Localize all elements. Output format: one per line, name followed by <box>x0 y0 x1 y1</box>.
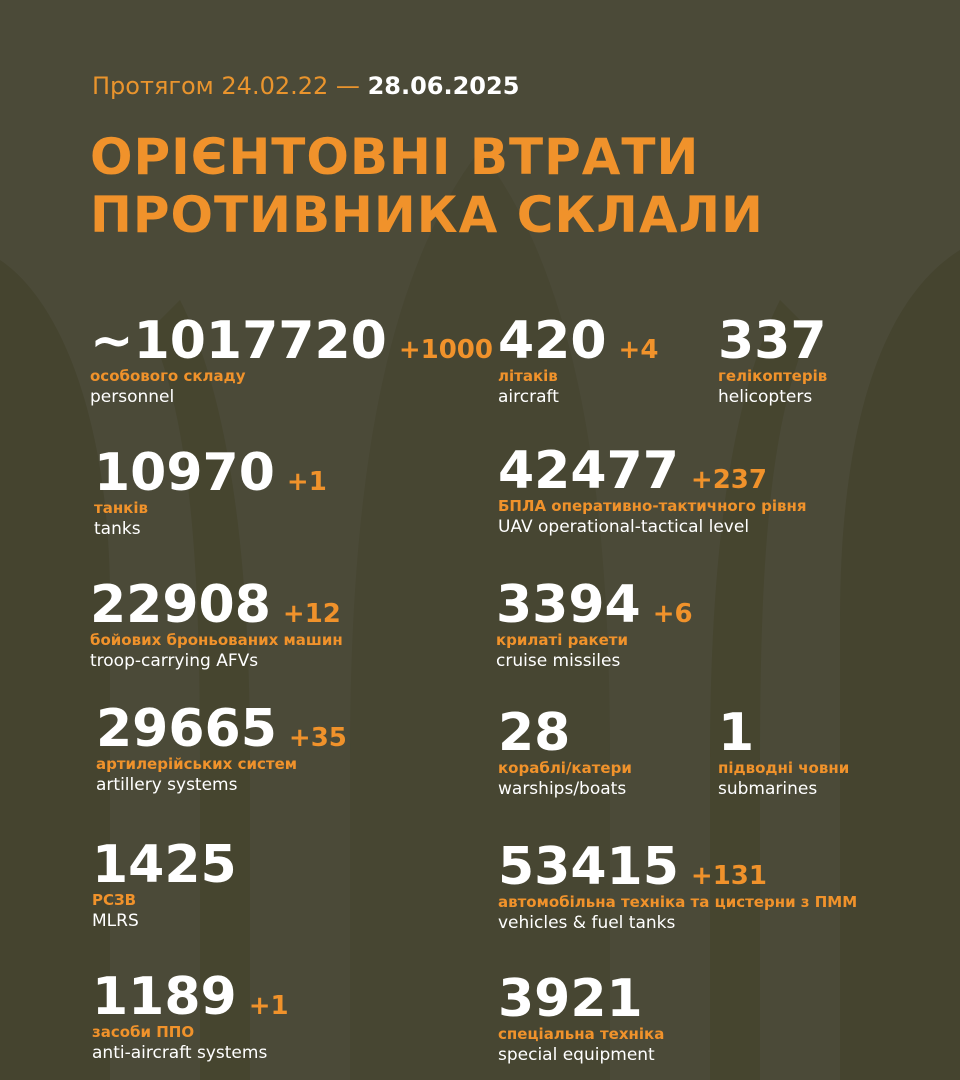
reporting-period <box>92 72 519 100</box>
stat-delta: +4 <box>618 335 659 365</box>
stat-value: 10970 <box>94 443 275 503</box>
stat-value: 420 <box>498 311 607 371</box>
stat-value: 337 <box>718 311 827 371</box>
stat-afv <box>90 575 343 672</box>
stat-label-en: UAV operational-tactical level <box>498 517 750 537</box>
stat-value: 1189 <box>92 967 237 1027</box>
stat-mlrs <box>92 835 237 932</box>
stat-label-en: aircraft <box>498 387 559 407</box>
stat-label-ua: БПЛА оперативно-тактичного рівня <box>498 497 807 515</box>
stat-label-ua: танків <box>94 499 148 517</box>
stat-helicopters <box>718 311 828 408</box>
stat-vehicles <box>498 837 858 934</box>
page-title <box>90 128 764 244</box>
stat-cruise-missiles <box>496 575 693 672</box>
stat-label-en: anti-aircraft systems <box>92 1043 268 1063</box>
stat-value: 1425 <box>92 835 237 895</box>
stat-delta: +6 <box>652 599 693 629</box>
stat-tanks <box>94 443 327 540</box>
stat-value: 3394 <box>496 575 641 635</box>
stat-label-en: personnel <box>90 387 175 407</box>
stat-label-en: troop-carrying AFVs <box>90 651 259 671</box>
stat-label-en: tanks <box>94 519 141 539</box>
stat-label-ua: гелікоптерів <box>718 367 828 385</box>
stat-label-en: MLRS <box>92 911 139 931</box>
stat-label-en: submarines <box>718 779 818 799</box>
stat-delta: +1 <box>248 991 289 1021</box>
stat-label-ua: артилерійських систем <box>96 755 297 773</box>
title-line-2: ПРОТИВНИКА СКЛАЛИ <box>90 186 764 244</box>
stat-label-ua: особового складу <box>90 367 246 385</box>
stat-label-ua: бойових броньованих машин <box>90 631 343 649</box>
stat-delta: +1000 <box>398 335 493 365</box>
stat-special-equipment <box>498 969 665 1066</box>
stat-value: ~1017720 <box>90 311 387 371</box>
stat-delta: +131 <box>690 861 767 891</box>
stat-submarines <box>718 703 850 800</box>
stat-personnel <box>90 311 493 408</box>
stat-delta: +12 <box>282 599 341 629</box>
stat-label-ua: підводні човни <box>718 759 850 777</box>
stat-label-ua: літаків <box>498 367 558 385</box>
period-end-date: 28.06.2025 <box>367 72 520 100</box>
stat-label-ua: автомобільна техніка та цистерни з ПММ <box>498 893 858 911</box>
stat-delta: +35 <box>288 723 347 753</box>
stat-aircraft <box>498 311 659 408</box>
stat-value: 1 <box>718 703 755 763</box>
stat-label-en: artillery systems <box>96 775 238 795</box>
stat-uav <box>498 441 807 538</box>
stat-label-en: vehicles & fuel tanks <box>498 913 676 933</box>
title-line-1: ОРІЄНТОВНІ ВТРАТИ <box>90 128 700 186</box>
stat-value: 29665 <box>96 699 277 759</box>
stat-value: 53415 <box>498 837 679 897</box>
stat-label-ua: РСЗВ <box>92 891 137 909</box>
stat-label-en: special equipment <box>498 1045 655 1065</box>
stat-value: 42477 <box>498 441 679 501</box>
stat-artillery <box>96 699 347 796</box>
stat-label-en: helicopters <box>718 387 813 407</box>
stat-value: 28 <box>498 703 571 763</box>
stat-label-ua: кораблі/катери <box>498 759 632 777</box>
period-start: Протягом 24.02.22 — <box>92 72 360 100</box>
stat-label-en: warships/boats <box>498 779 627 799</box>
stat-value: 3921 <box>498 969 643 1029</box>
stat-label-en: cruise missiles <box>496 651 621 671</box>
stat-label-ua: спеціальна техніка <box>498 1025 665 1043</box>
stat-warships <box>498 703 632 800</box>
stat-delta: +237 <box>690 465 767 495</box>
stat-delta: +1 <box>286 467 327 497</box>
stat-label-ua: крилаті ракети <box>496 631 629 649</box>
stat-antiair <box>92 967 289 1064</box>
stat-value: 22908 <box>90 575 271 635</box>
stat-label-ua: засоби ППО <box>92 1023 195 1041</box>
